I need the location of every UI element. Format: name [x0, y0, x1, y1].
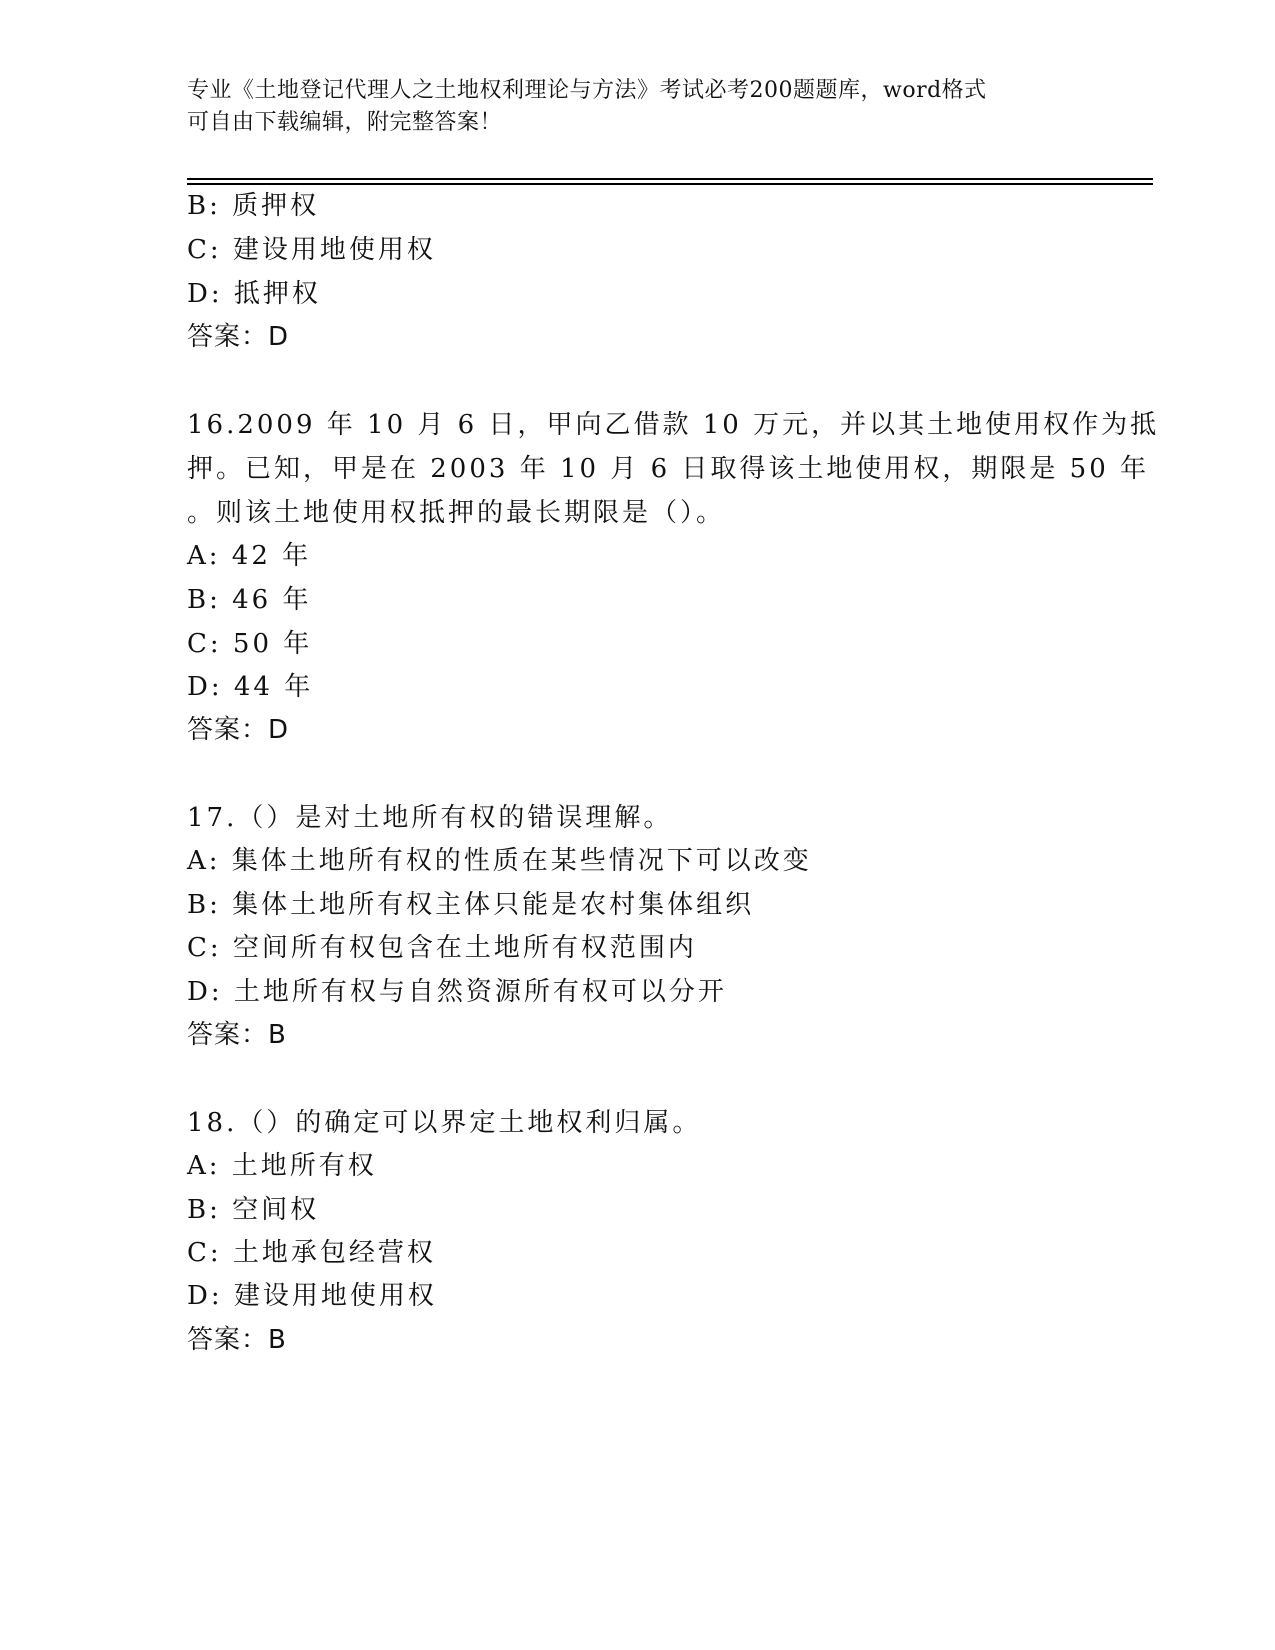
option-c: C: 空间所有权包含在土地所有权范围内	[187, 933, 697, 963]
question-stem: 18.（）的确定可以界定土地权利归属。	[187, 1108, 702, 1138]
question-stem-line-3: 。则该土地使用权抵押的最长期限是（）。	[187, 498, 726, 528]
option-b: B: 46 年	[187, 585, 312, 615]
header-divider-top	[187, 178, 1153, 180]
option-c: C: 50 年	[187, 629, 313, 659]
option-b: B: 质押权	[187, 191, 320, 221]
option-d: D: 土地所有权与自然资源所有权可以分开	[187, 977, 727, 1007]
header-divider-bottom	[187, 183, 1153, 185]
option-b: B: 集体土地所有权主体只能是农村集体组织	[187, 890, 755, 920]
answer: 答案：B	[187, 1325, 287, 1355]
header-line-1: 专业《土地登记代理人之土地权利理论与方法》考试必考200题题库，word格式	[187, 78, 987, 103]
option-d: D: 建设用地使用权	[187, 1281, 437, 1311]
question-stem-line-1: 16.2009 年 10 月 6 日，甲向乙借款 10 万元，并以其土地使用权作为抵	[187, 410, 1160, 440]
question-stem-line-2: 押。已知，甲是在 2003 年 10 月 6 日取得该土地使用权，期限是 50 年	[187, 454, 1149, 484]
header-line-2: 可自由下载编辑，附完整答案！	[187, 110, 503, 135]
answer: 答案：D	[187, 322, 290, 352]
option-d: D: 抵押权	[187, 279, 321, 309]
option-a: A: 42 年	[187, 541, 312, 571]
option-a: A: 集体土地所有权的性质在某些情况下可以改变	[187, 846, 812, 876]
option-c: C: 建设用地使用权	[187, 235, 436, 265]
answer: 答案：D	[187, 715, 290, 745]
option-d: D: 44 年	[187, 672, 314, 702]
answer: 答案：B	[187, 1020, 287, 1050]
question-stem: 17.（）是对土地所有权的错误理解。	[187, 803, 673, 833]
option-c: C: 土地承包经营权	[187, 1238, 436, 1268]
document-header	[187, 75, 1087, 139]
option-b: B: 空间权	[187, 1195, 320, 1225]
option-a: A: 土地所有权	[187, 1151, 377, 1181]
